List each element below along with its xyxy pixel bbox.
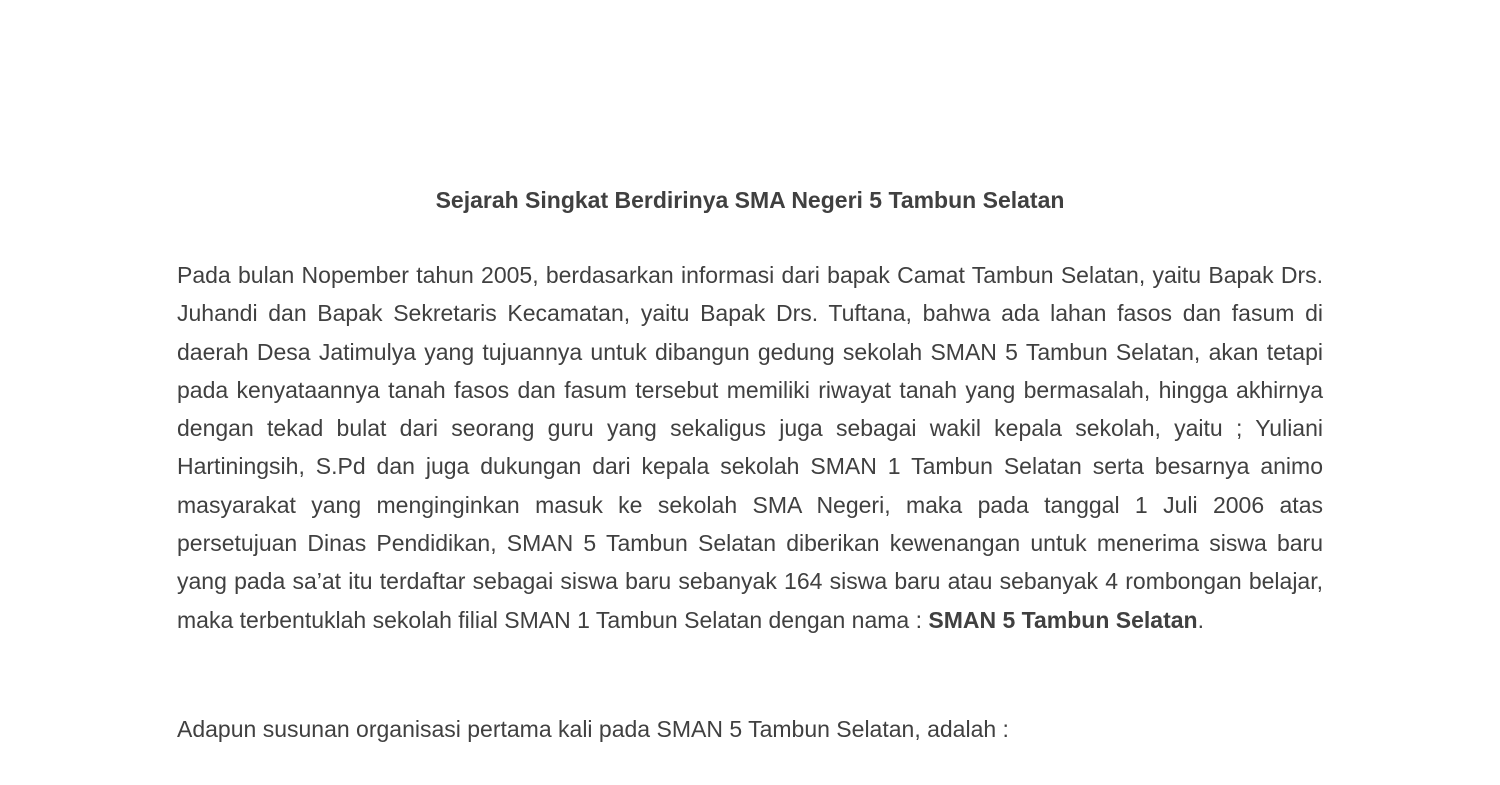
history-paragraph-end: . [1197,606,1204,633]
history-paragraph-text: Pada bulan Nopember tahun 2005, berdasarkan informasi dari bapak Camat Tambun Selatan, yaitu Bapak Drs. Juhandi dan Bapak Sekretaris Kecamatan, yaitu Bapak Drs. Tuftana, bahwa ada lahan fasos dan fasum di daerah Desa Jatimulya yang tujuannya untuk dibangun gedung sekolah SMAN 5 Tambun Selatan, akan tetapi pada kenyataannya tanah fasos dan fasum tersebut memiliki riwayat tanah yang bermasalah, hingga akhirnya dengan tekad bulat dari seorang guru yang sekaligus juga sebagai wakil kepala sekolah, yaitu ; Yuliani Hartiningsih, S.Pd dan juga dukungan dari kepala sekolah SMAN 1 Tambun Selatan serta besarnya animo masyarakat yang menginginkan masuk ke sekolah SMA Negeri, maka pada tanggal 1 Juli 2006 atas persetujuan Dinas Pendidikan, SMAN 5 Tambun Selatan diberikan kewenangan untuk menerima siswa baru yang pada sa’at itu terdaftar sebagai siswa baru sebanyak 164 siswa baru atau sebanyak 4 rombongan belajar, maka terbentuklah sekolah filial SMAN 1 Tambun Selatan dengan nama : [177,262,1323,633]
school-name-bold: SMAN 5 Tambun Selatan [928,606,1198,633]
document-title: Sejarah Singkat Berdirinya SMA Negeri 5 Tambun Selatan [435,187,1065,213]
history-paragraph [177,256,1323,639]
organization-intro-paragraph: Adapun susunan organisasi pertama kali pada SMAN 5 Tambun Selatan, adalah : [177,716,1009,742]
